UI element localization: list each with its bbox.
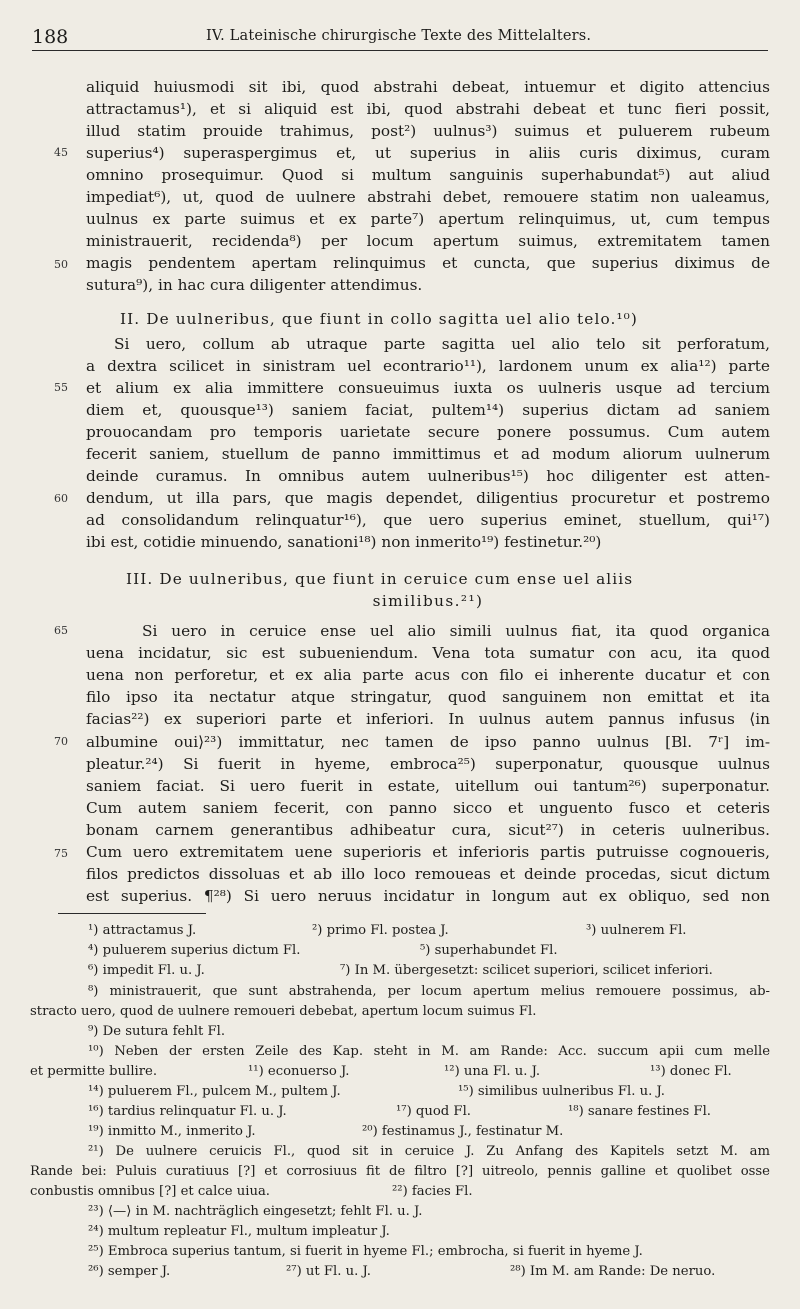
footnote: ²⁸) Im M. am Rande: De neruo. [510,1264,716,1279]
text-line: bonam carnem generantibus adhibeatur cura, sicut²⁷) in ceteris uulneribus. [86,821,770,839]
text-line: facias²²) ex superiori parte et inferiori. In uulnus autem pannus infusus ⟨in [86,710,770,728]
page-number: 188 [32,26,69,48]
footnote: ⁴) puluerem superius dictum Fl. [88,943,301,958]
text-line: uena non perforetur, et ex alia parte acus con filo ei inherente ducatur et con [86,666,770,684]
line-number: 50 [54,258,68,271]
line-number: 75 [54,847,68,860]
footnote: ¹⁵) similibus uulneribus Fl. u. J. [458,1084,665,1099]
footnote-cont: stracto uero, quod de uulnere remoueri debebat, apertum locum suimus Fl. [30,1004,537,1019]
text-line: Cum autem saniem fecerit, con panno sicco et unguento fusco et ceteris [86,799,770,817]
footnote: ¹⁰) Neben der ersten Zeile des Kap. steht in M. am Rande: Acc. succum apii cum melle [88,1044,770,1059]
text-line: Si uero in ceruice ense uel alio simili uulnus fiat, ita quod organica [142,622,770,640]
footnote-cont: conbustis omnibus [?] et calce uiua. [30,1184,271,1199]
footnote: ²) primo Fl. postea J. [312,923,449,938]
footnote: ³) uulnerem Fl. [586,923,687,938]
line-number: 60 [54,492,68,505]
footnote: ⁹) De sutura fehlt Fl. [88,1024,226,1039]
text-line: ministrauerit, recidenda⁸) per locum apertum suimus, extremitatem tamen [86,232,770,250]
footnote: ¹¹) econuerso J. [248,1064,350,1079]
text-line: uulnus ex parte suimus et ex parte⁷) apertum relinquimus, ut, cum tempus [86,210,770,228]
line-number: 70 [54,735,68,748]
footnote: ¹³) donec Fl. [650,1064,732,1079]
text-line: a dextra scilicet in sinistram uel econtrario¹¹), lardonem unum ex alia¹²) parte [86,357,770,375]
section-heading-ii: II. De uulneribus, que fiunt in collo sagitta uel alio telo.¹⁰) [120,310,638,328]
header-rule [32,50,768,51]
footnote-cont: Rande bei: Puluis curatiuus [?] et corrosiuus fit de filtro [?] uitreolo, pennis galline et quolibet osse [30,1164,770,1179]
text-line: prouocandam pro temporis uarietate secure ponere possumus. Cum autem [86,423,770,441]
section-heading-iii-cont: similibus.²¹) [372,592,484,610]
text-line: saniem faciat. Si uero fuerit in estate, uitellum oui tantum²⁶) superponatur. [86,777,770,795]
text-line: et alium ex alia immittere consueuimus iuxta os uulneris usque ad tercium [86,379,770,397]
text-line: pleatur.²⁴) Si fuerit in hyeme, embroca²⁵) superponatur, quousque uulnus [86,755,770,773]
footnote: ⁷) In M. übergesetzt: scilicet superiori, scilicet inferiori. [340,963,713,978]
text-line: filo ipso ita nectatur atque stringatur, quod sanguinem non emittat et ita [86,688,770,706]
footnote: ²⁰) festinamus J., festinatur M. [362,1124,564,1139]
text-line: Si uero, collum ab utraque parte sagitta uel alio telo sit perforatum, [114,335,770,353]
text-line: dendum, ut illa pars, que magis dependet, diligentius procuretur et postremo [86,489,770,507]
footnote: ²⁵) Embroca superius tantum, si fuerit in hyeme Fl.; embrocha, si fuerit in hyeme J. [88,1244,643,1259]
text-line: superius⁴) superaspergimus et, ut superius in aliis curis diximus, curam [86,144,770,162]
line-number: 65 [54,624,68,637]
footnote: ²³) ⟨—⟩ in M. nachträglich eingesetzt; fehlt Fl. u. J. [88,1204,423,1219]
text-line: fecerit saniem, stuellum de panno immittimus et ad modum aliorum uulnerum [86,445,770,463]
footnote: ¹²) una Fl. u. J. [444,1064,541,1079]
text-line: ad consolidandum relinquatur¹⁶), que uero superius eminet, stuellum, qui¹⁷) [86,511,770,529]
text-line: ibi est, cotidie minuendo, sanationi¹⁸) non inmerito¹⁹) festinetur.²⁰) [86,533,602,551]
text-line: attractamus¹), et si aliquid est ibi, quod abstrahi debeat et tunc fieri possit, [86,100,770,118]
footnote: ²²) facies Fl. [392,1184,473,1199]
text-line: illud statim prouide trahimus, post²) uulnus³) suimus et puluerem rubeum [86,122,770,140]
text-line: deinde curamus. In omnibus autem uulneribus¹⁵) hoc diligenter est atten- [86,467,770,485]
footnote: ¹⁸) sanare festines Fl. [568,1104,711,1119]
footnote: ¹⁹) inmitto M., inmerito J. [88,1124,256,1139]
footnote: ²¹) De uulnere ceruicis Fl., quod sit in ceruice J. Zu Anfang des Kapitels setzt M. am [88,1144,770,1159]
text-line: aliquid huiusmodi sit ibi, quod abstrahi debeat, intuemur et digito attencius [86,78,770,96]
text-line: magis pendentem apertam relinquimus et cuncta, que superius diximus de [86,254,770,272]
footnote: ¹⁶) tardius relinquatur Fl. u. J. [88,1104,287,1119]
page-header [32,26,768,50]
text-line: albumine oui⟩²³) immittatur, nec tamen de ipso panno uulnus [Bl. 7ʳ] im- [86,733,770,751]
footnote: ²⁷) ut Fl. u. J. [286,1264,371,1279]
footnote: ¹⁷) quod Fl. [396,1104,471,1119]
footnote: ¹) attractamus J. [88,923,197,938]
text-line: diem et, quousque¹³) saniem faciat, pultem¹⁴) superius dictam ad saniem [86,401,770,419]
text-line: uena incidatur, sic est subueniendum. Vena tota sumatur con acu, ita quod [86,644,770,662]
footnote: ²⁶) semper J. [88,1264,171,1279]
section-heading-iii: III. De uulneribus, que fiunt in ceruice cum ense uel aliis [126,570,634,588]
footnote-cont: et permitte bullire. [30,1064,158,1079]
text-line: sutura⁹), in hac cura diligenter attendimus. [86,276,423,294]
footnote: ²⁴) multum repleatur Fl., multum impleatur J. [88,1224,390,1239]
footnote-rule [58,913,206,914]
text-line: impediat⁶), ut, quod de uulnere abstrahi debet, remouere statim non ualeamus, [86,188,770,206]
text-line: filos predictos dissoluas et ab illo loco remoueas et deinde procedas, sicut dictum [86,865,770,883]
footnote: ⁶) impedit Fl. u. J. [88,963,205,978]
footnote: ¹⁴) puluerem Fl., pulcem M., pultem J. [88,1084,341,1099]
text-line: Cum uero extremitatem uene superioris et inferioris partis putruisse cognoueris, [86,843,770,861]
footnote: ⁸) ministrauerit, que sunt abstrahenda, per locum apertum melius remouere possimus, ab- [88,984,770,999]
footnote: ⁵) superhabundet Fl. [420,943,558,958]
running-title: IV. Lateinische chirurgische Texte des Mittelalters. [206,28,592,44]
line-number: 55 [54,381,68,394]
line-number: 45 [54,146,68,159]
text-line: est superius. ¶²⁸) Si uero neruus incidatur in longum aut ex obliquo, sed non [86,887,770,905]
text-line: omnino prosequimur. Quod si multum sanguinis superhabundat⁵) aut aliud [86,166,770,184]
